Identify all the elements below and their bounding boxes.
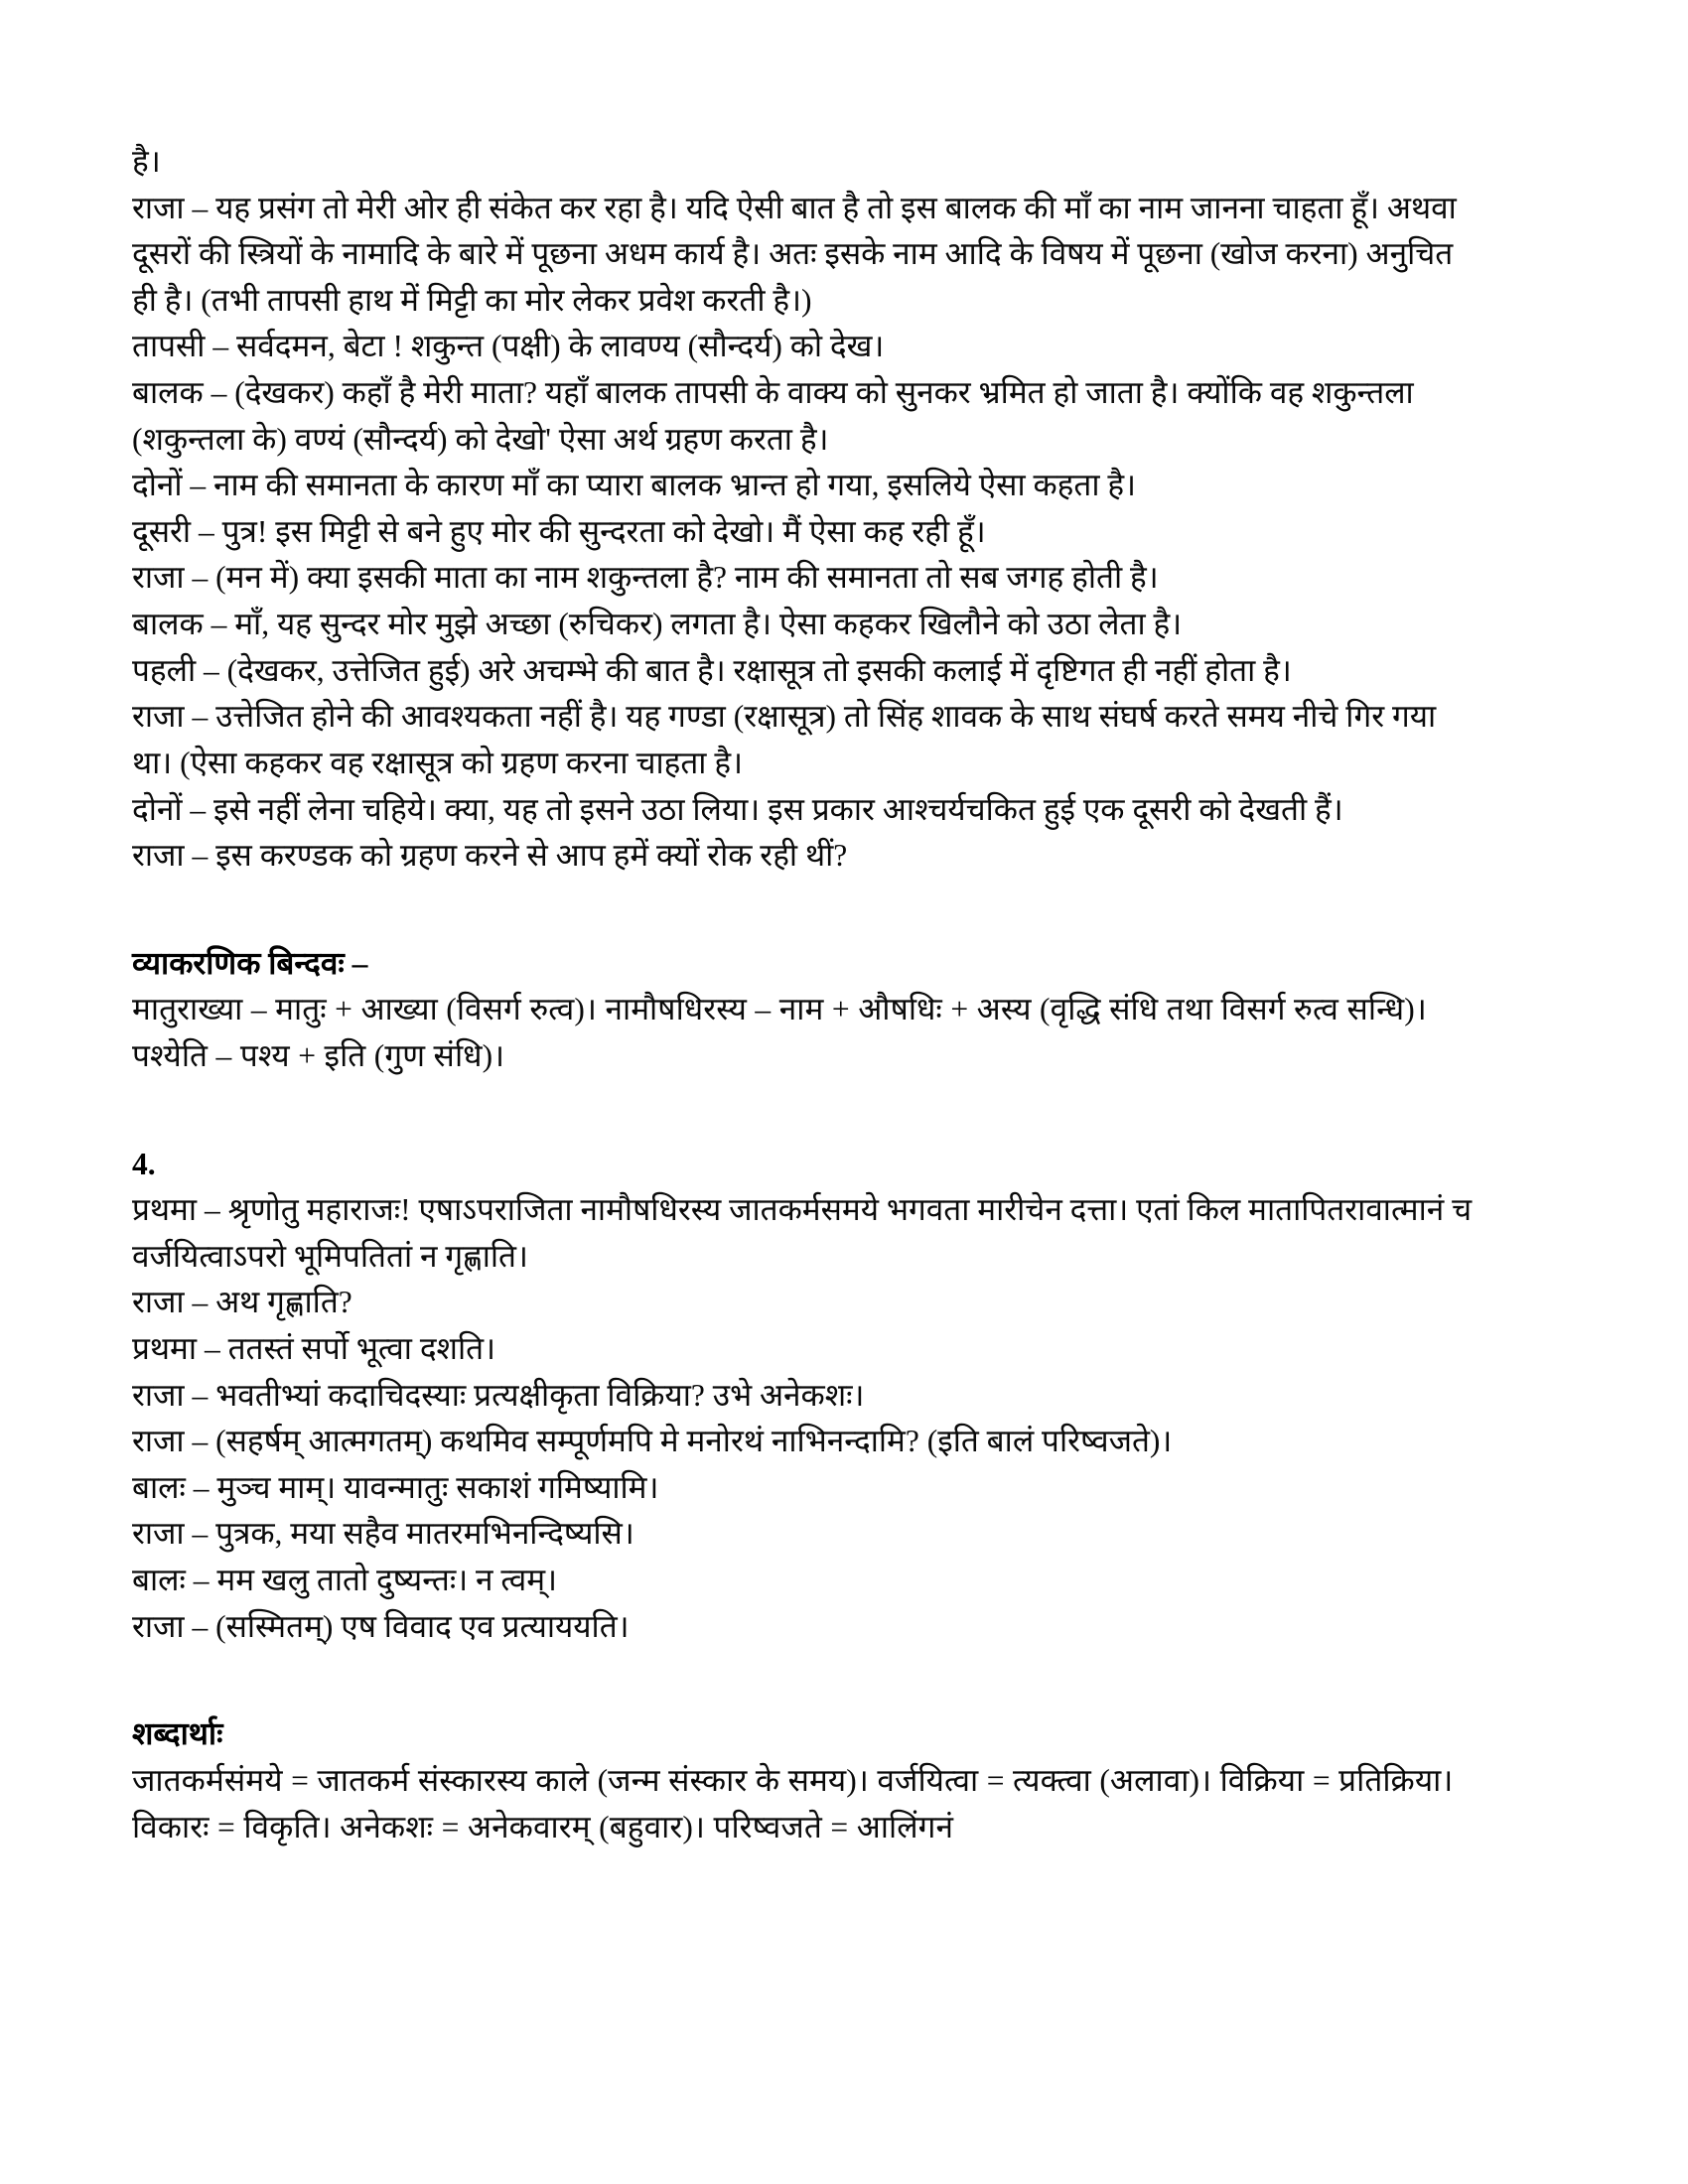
- speech-text: उत्तेजित होने की आवश्यकता नहीं है। यह गण्डा (रक्षासूत्र) तो सिंह शावक के साथ संघर्ष करते समय नीचे गिर गया था। (ऐसा कहकर वह रक्षासूत्र को ग्रहण करना चाहता है।: [132, 699, 1437, 780]
- dialogue-line: [132, 370, 1477, 463]
- speaker-dash: –: [192, 1516, 209, 1552]
- speaker-dash: –: [193, 1469, 210, 1505]
- speaker-dash: –: [190, 791, 207, 827]
- dialogue-line: [132, 1187, 1477, 1280]
- section-spacer: [132, 1080, 1477, 1142]
- word-meanings-heading: शब्दार्थाः: [132, 1716, 223, 1752]
- dialogue-line: [132, 1511, 1477, 1558]
- speaker-label: राजा: [132, 1608, 185, 1644]
- speech-text: (मन में) क्या इसकी माता का नाम शकुन्तला है? नाम की समानता तो सब जगह होती है।: [215, 560, 1159, 596]
- speech-text: (सस्मितम्) एष विवाद एव प्रत्याययति।: [215, 1608, 630, 1644]
- speaker-label: राजा: [132, 190, 185, 225]
- speaker-dash: –: [190, 468, 207, 503]
- speech-text: मुञ्च माम्। यावन्मातुः सकाशं गमिष्यामि।: [216, 1469, 659, 1505]
- speech-text: पुत्र! इस मिट्टी से बने हुए मोर की सुन्दरता को देखो। मैं ऐसा कह रही हूँ।: [221, 513, 986, 549]
- speech-text: भवतीभ्यां कदाचिदस्याः प्रत्यक्षीकृता विक्रिया? उभे अनेकशः।: [215, 1377, 865, 1413]
- speaker-label: राजा: [132, 699, 185, 735]
- speaker-dash: –: [198, 513, 214, 549]
- speech-text: सर्वदमन, बेटा ! शकुन्त (पक्षी) के लावण्य (सौन्दर्य) को देख।: [235, 329, 885, 364]
- speaker-label: तापसी: [132, 329, 206, 364]
- speaker-dash: –: [192, 1377, 209, 1413]
- page-content: [132, 139, 1477, 1850]
- dialogue-line: [132, 1373, 1477, 1420]
- speaker-label: दोनों: [132, 791, 183, 827]
- grammar-section-heading: व्याकरणिक बिन्दवः –: [132, 945, 368, 981]
- speech-text: पुत्रक, मया सहैव मातरमभिनन्दिष्यसि।: [215, 1516, 634, 1552]
- speaker-dash: –: [192, 1608, 209, 1644]
- speaker-label: राजा: [132, 1516, 185, 1552]
- speech-text: नाम की समानता के कारण माँ का प्यारा बालक भ्रान्त हो गया, इसलिये ऐसा कहता है।: [213, 468, 1137, 503]
- speaker-dash: –: [204, 1192, 220, 1228]
- dialogue-line: [132, 1465, 1477, 1512]
- speaker-label: राजा: [132, 1424, 185, 1459]
- speaker-dash: –: [192, 1285, 209, 1320]
- speaker-label: राजा: [132, 1377, 185, 1413]
- speaker-label: राजा: [132, 1285, 185, 1320]
- dialogue-line: [132, 186, 1477, 325]
- grammar-section-body: मातुराख्या – मातुः + आख्या (विसर्ग रुत्व)। नामौषधिरस्य – नाम + औषधिः + अस्य (वृद्धि संधि तथा विसर्ग रुत्व सन्धि)। पश्येति – पश्य + इति (गुण संधि)।: [132, 992, 1427, 1073]
- speech-text: इसे नहीं लेना चहिये। क्या, यह तो इसने उठा लिया। इस प्रकार आश्चर्यचकित हुई एक दूसरी को देखती हैं।: [213, 791, 1343, 827]
- speech-text: (देखकर, उत्तेजित हुई) अरे अचम्भे की बात है। रक्षासूत्र तो इसकी कलाई में दृष्टिगत ही नहीं होता है।: [226, 652, 1292, 688]
- section-number-4: 4.: [132, 1146, 156, 1181]
- top-text-fragment: है।: [132, 144, 161, 179]
- dialogue-line: [132, 1558, 1477, 1604]
- speaker-dash: –: [204, 652, 219, 688]
- dialogue-line: [132, 694, 1477, 786]
- speaker-label: राजा: [132, 838, 185, 874]
- dialogue-line: [132, 1326, 1477, 1373]
- dialogue-line: [132, 602, 1477, 648]
- speaker-label: दोनों: [132, 468, 183, 503]
- dialogue-line: [132, 648, 1477, 695]
- speaker-label: पहली: [132, 652, 197, 688]
- speech-text: (सहर्षम् आत्मगतम्) कथमिव सम्पूर्णमपि मे मनोरथं नाभिनन्दामि? (इति बालं परिष्वजते)।: [215, 1424, 1173, 1459]
- speaker-dash: –: [192, 699, 209, 735]
- speaker-dash: –: [212, 329, 229, 364]
- dialogue-line: [132, 509, 1477, 556]
- speaker-dash: –: [192, 190, 209, 225]
- section-spacer: [132, 880, 1477, 941]
- speech-text: इस करण्डक को ग्रहण करने से आप हमें क्यों रोक रही थीं?: [215, 838, 848, 874]
- dialogue-line: [132, 463, 1477, 509]
- dialogue-line: [132, 555, 1477, 602]
- speaker-dash: –: [211, 607, 227, 642]
- speaker-dash: –: [193, 1563, 210, 1598]
- speaker-dash: –: [192, 560, 209, 596]
- speaker-label: बालक: [132, 607, 204, 642]
- dialogue-line: [132, 1280, 1477, 1326]
- section-spacer: [132, 1650, 1477, 1711]
- speech-text: अथ गृह्णाति?: [215, 1285, 352, 1320]
- speaker-label: प्रथमा: [132, 1331, 198, 1367]
- speech-text: श्रृणोतु महाराजः! एषाऽपराजिता नामौषधिरस्य जातकर्मसमये भगवता मारीचेन दत्ता। एतां किल मातापितरावात्मानं च वर्जयित्वाऽपरो भूमिपतितां न गृह्णाति।: [132, 1192, 1473, 1274]
- dialogue-line: [132, 1419, 1477, 1465]
- speaker-dash: –: [192, 838, 209, 874]
- speech-text: माँ, यह सुन्दर मोर मुझे अच्छा (रुचिकर) लगता है। ऐसा कहकर खिलौने को उठा लेता है।: [234, 607, 1183, 642]
- speech-text: ततस्तं सर्पो भूत्वा दशति।: [227, 1331, 496, 1367]
- dialogue-line: [132, 833, 1477, 880]
- speaker-label: बालः: [132, 1469, 186, 1505]
- speaker-dash: –: [204, 1331, 220, 1367]
- speech-text: मम खलु तातो दुष्यन्तः। न त्वम्।: [216, 1563, 558, 1598]
- speaker-dash: –: [211, 375, 227, 411]
- dialogue-line: [132, 787, 1477, 834]
- speaker-label: बालक: [132, 375, 204, 411]
- speaker-label: बालः: [132, 1563, 186, 1598]
- speech-text: यह प्रसंग तो मेरी ओर ही संकेत कर रहा है। यदि ऐसी बात है तो इस बालक की माँ का नाम जानना चाहता हूँ। अथवा दूसरों की स्त्रियों के नामादि के बारे में पूछना अधम कार्य है। अतः इसके नाम आदि के विषय में पूछना (खोज करना) अनुचित ही है। (तभी तापसी हाथ में मिट्टी का मोर लेकर प्रवेश करती है।): [132, 190, 1457, 318]
- speech-text: (देखकर) कहाँ है मेरी माता? यहाँ बालक तापसी के वाक्य को सुनकर भ्रमित हो जाता है। क्योंकि वह शकुन्तला (शकुन्तला के) वण्यं (सौन्दर्य) को देखो' ऐसा अर्थ ग्रहण करता है।: [132, 375, 1414, 457]
- dialogue-line: [132, 1604, 1477, 1651]
- speaker-label: राजा: [132, 560, 185, 596]
- speaker-dash: –: [192, 1424, 209, 1459]
- word-meanings-body: जातकर्मसंमये = जातकर्म संस्कारस्य काले (जन्म संस्कार के समय)। वर्जयित्वा = त्यक्त्वा (अलावा)। विक्रिया = प्रतिक्रिया। विकारः = विकृति। अनेकशः = अनेकवारम् (बहुवार)। परिष्वजते = आलिंगनं: [132, 1762, 1454, 1844]
- dialogue-line: [132, 324, 1477, 370]
- speaker-label: दूसरी: [132, 513, 192, 549]
- speaker-label: प्रथमा: [132, 1192, 198, 1228]
